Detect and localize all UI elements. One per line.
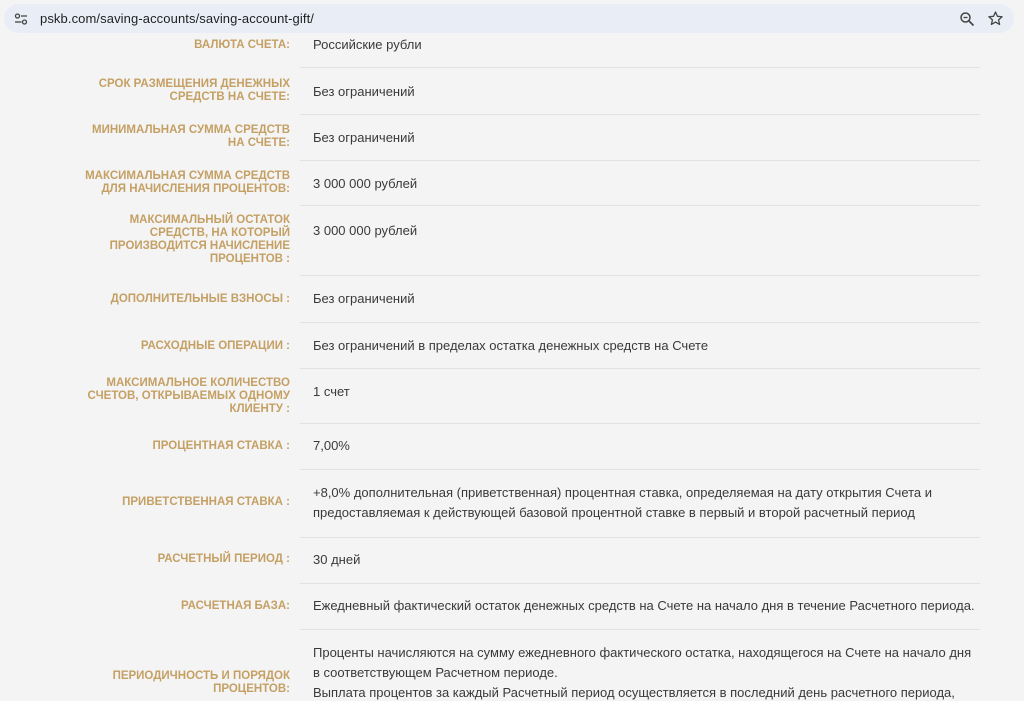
row-value: 3 000 000 рублей <box>313 223 418 238</box>
row-value: Без ограничений <box>313 291 415 306</box>
star-icon[interactable] <box>987 10 1004 27</box>
row-divider <box>300 537 980 538</box>
address-bar[interactable] <box>4 4 1014 33</box>
row-value: Без ограничений <box>313 130 415 145</box>
row-value: Ежедневный фактический остаток денежных средств на Счете на начало дня в течение Расчетного периода. <box>313 598 975 613</box>
row-value: Российские рубли <box>313 37 422 52</box>
row-value: Без ограничений в пределах остатка денежных средств на Счете <box>313 338 709 353</box>
site-info-icon[interactable] <box>14 12 28 26</box>
row-divider <box>300 114 980 115</box>
row-value: 1 счет <box>313 384 350 399</box>
row-label: МАКСИМАЛЬНОЕ КОЛИЧЕСТВО СЧЕТОВ, ОТКРЫВАЕМЫХ ОДНОМУ КЛИЕНТУ : <box>87 377 290 415</box>
row-divider <box>300 160 980 161</box>
row-label: ПЕРИОДИЧНОСТЬ И ПОРЯДОК ПРОЦЕНТОВ: <box>112 670 290 695</box>
row-value: Проценты начисляются на сумму ежедневного фактического остатка, находящегося на Счете на начало дня в соответствующем Расчетном периоде. <box>313 645 972 680</box>
row-divider <box>300 322 980 323</box>
row-label: ПРОЦЕНТНАЯ СТАВКА : <box>152 440 290 452</box>
row-divider <box>300 583 980 584</box>
row-value: 30 дней <box>313 552 361 567</box>
row-divider <box>300 469 980 470</box>
row-value: 3 000 000 рублей <box>313 176 418 191</box>
row-label: ДОПОЛНИТЕЛЬНЫЕ ВЗНОСЫ : <box>110 293 290 305</box>
row-divider <box>300 368 980 369</box>
row-divider <box>300 67 980 68</box>
row-label: МИНИМАЛЬНАЯ СУММА СРЕДСТВ НА СЧЕТЕ: <box>92 124 290 149</box>
row-label: МАКСИМАЛЬНЫЙ ОСТАТОК СРЕДСТВ, НА КОТОРЫЙ ПРОИЗВОДИТСЯ НАЧИСЛЕНИЕ ПРОЦЕНТОВ : <box>109 214 290 265</box>
row-label: РАСЧЕТНЫЙ ПЕРИОД : <box>157 553 290 565</box>
row-label: РАСЧЕТНАЯ БАЗА: <box>180 600 290 612</box>
row-label: СРОК РАЗМЕЩЕНИЯ ДЕНЕЖНЫХ СРЕДСТВ НА СЧЕТЕ: <box>98 78 290 103</box>
row-divider <box>300 423 980 424</box>
row-divider <box>300 629 980 630</box>
row-value-continued: Выплата процентов за каждый Расчетный период осуществляется в последний день расчетного периода, <box>313 685 955 700</box>
browser-toolbar <box>0 0 1024 37</box>
account-details <box>0 37 1024 701</box>
row-label: РАСХОДНЫЕ ОПЕРАЦИИ : <box>140 340 290 352</box>
url-text[interactable]: pskb.com/saving-accounts/saving-account-gift/ <box>40 11 315 26</box>
row-label: ПРИВЕТСТВЕННАЯ СТАВКА : <box>122 496 290 508</box>
row-value: 7,00% <box>313 438 350 453</box>
row-value: +8,0% дополнительная (приветственная) процентная ставка, определяемая на дату открытия Счета и предоставляемая к действующей базовой процентной ставке в первый и второй расчетный период <box>313 485 933 520</box>
row-divider <box>300 275 980 276</box>
row-label: МАКСИМАЛЬНАЯ СУММА СРЕДСТВ ДЛЯ НАЧИСЛЕНИЯ ПРОЦЕНТОВ: <box>85 170 290 195</box>
zoom-icon[interactable] <box>959 11 975 27</box>
row-divider <box>300 205 980 206</box>
row-value: Без ограничений <box>313 84 415 99</box>
row-label: ВАЛЮТА СЧЕТА: <box>194 39 290 51</box>
